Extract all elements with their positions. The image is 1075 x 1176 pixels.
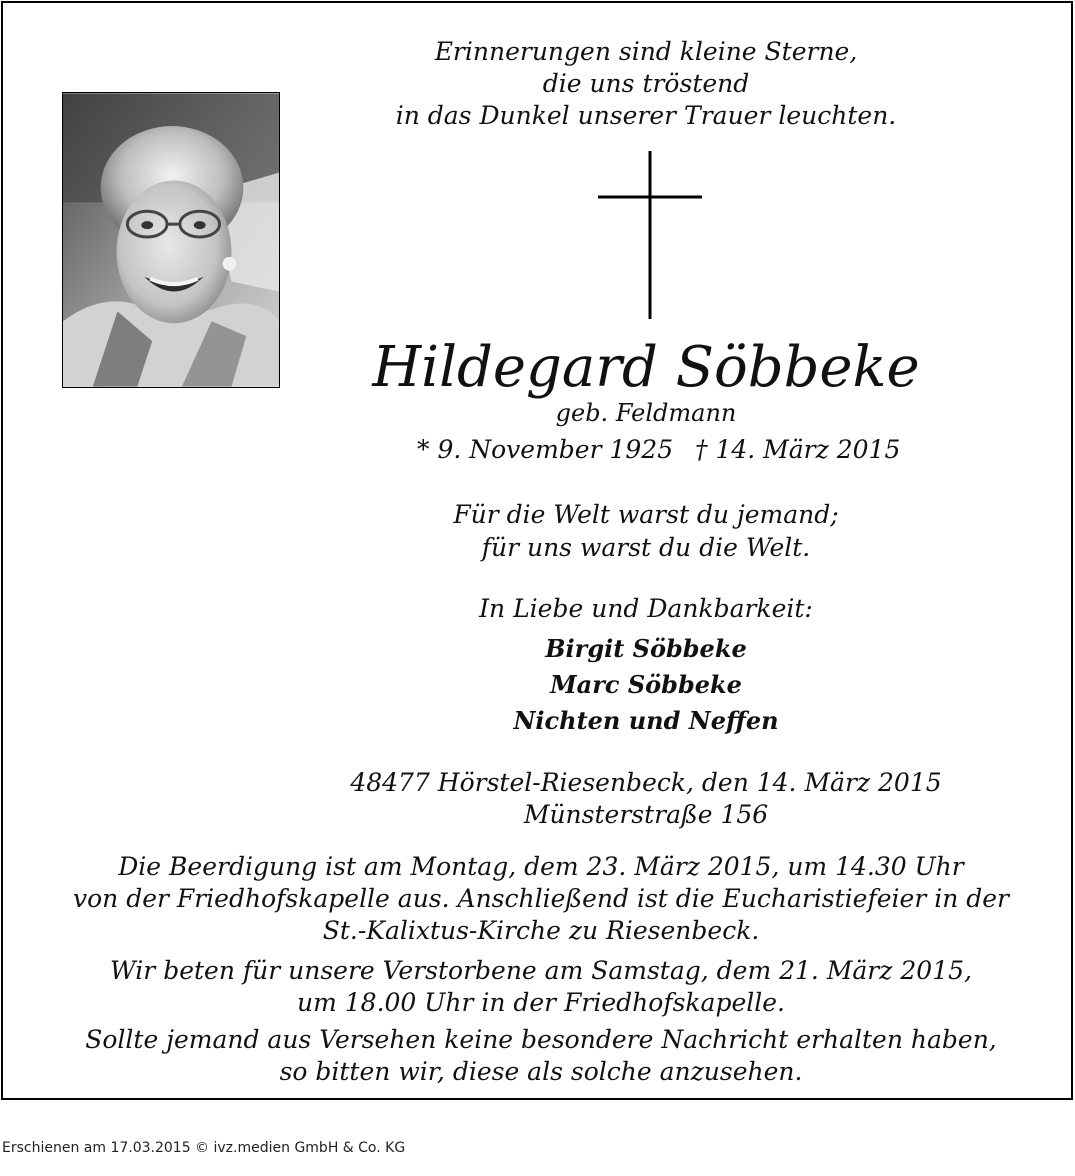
- prayer-info: [43, 955, 1039, 1019]
- mourner-name: Marc Söbbeke: [550, 670, 742, 699]
- prayer-line: um 18.00 Uhr in der Friedhofskapelle.: [297, 988, 785, 1017]
- birth-date: * 9. November 1925: [417, 435, 674, 464]
- verse: [383, 498, 909, 564]
- memorial-poem: [383, 36, 909, 132]
- funeral-info: [43, 851, 1039, 947]
- death-date: † 14. März 2015: [695, 435, 901, 464]
- maiden-name: geb. Feldmann: [555, 399, 737, 427]
- mourners-intro: In Liebe und Dankbarkeit:: [479, 594, 813, 623]
- verse-line: für uns warst du die Welt.: [481, 533, 811, 562]
- mourner-name: Nichten und Neffen: [513, 706, 779, 735]
- notice-line: so bitten wir, diese als solche anzusehen.: [279, 1057, 803, 1086]
- portrait-photo: [62, 92, 280, 388]
- place-and-date: 48477 Hörstel-Riesenbeck, den 14. März 2015: [350, 768, 942, 797]
- notice-line: Sollte jemand aus Versehen keine besondere Nachricht erhalten haben,: [85, 1025, 997, 1054]
- prayer-line: Wir beten für unsere Verstorbene am Samstag, dem 21. März 2015,: [110, 956, 972, 985]
- mourner-name: Birgit Söbbeke: [545, 634, 747, 663]
- verse-line: Für die Welt warst du jemand;: [453, 500, 839, 529]
- poem-line: in das Dunkel unserer Trauer leuchten.: [395, 101, 897, 130]
- funeral-line: Die Beerdigung ist am Montag, dem 23. März 2015, um 14.30 Uhr: [118, 852, 964, 881]
- obituary-frame: [1, 1, 1073, 1100]
- street-address: Münsterstraße 156: [523, 800, 769, 829]
- poem-line: Erinnerungen sind kleine Sterne,: [434, 37, 858, 66]
- funeral-line: von der Friedhofskapelle aus. Anschließend ist die Eucharistiefeier in der: [72, 884, 1010, 913]
- address-block: [333, 767, 959, 831]
- latin-cross-icon: [598, 151, 702, 319]
- publication-footer: Erschienen am 17.03.2015 © ivz.medien GmbH & Co. KG: [2, 1140, 406, 1156]
- deceased-name: Hildegard Söbbeke: [372, 335, 920, 400]
- funeral-line: St.-Kalixtus-Kirche zu Riesenbeck.: [322, 916, 760, 945]
- notice-info: [43, 1024, 1039, 1088]
- poem-line: die uns tröstend: [542, 69, 750, 98]
- mourners-list: [383, 631, 909, 739]
- portrait-image: [63, 93, 279, 387]
